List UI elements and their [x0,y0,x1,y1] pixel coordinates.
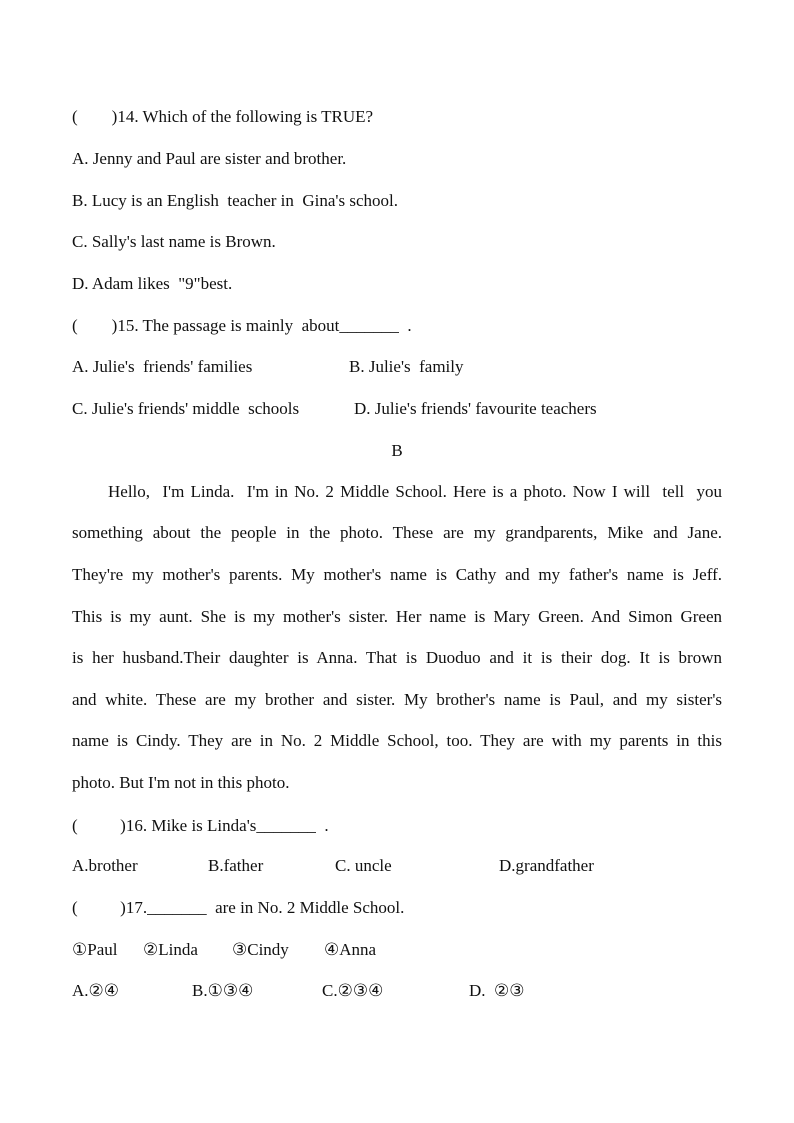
q14-option-d: D. Adam likes "9"best. [72,274,233,293]
q17-item-3: ③Cindy [232,940,289,959]
passage-line-1: Hello, I'm Linda. I'm in No. 2 Middle School. Here is a photo. Now I will tell you [108,482,722,501]
q16-stem: ( )16. Mike is Linda's_______ . [72,816,329,835]
passage-line-3: They're my mother's parents. My mother's name is Cathy and my father's name is Jeff. [72,565,722,584]
q14-option-c: C. Sally's last name is Brown. [72,232,276,251]
q17-item-4: ④Anna [324,940,377,959]
q15-stem: ( )15. The passage is mainly about_______ . [72,316,412,335]
q17-option-c: C.②③④ [322,981,384,1000]
q14-option-a: A. Jenny and Paul are sister and brother. [72,149,347,168]
q17-option-d: D. ②③ [469,981,525,1000]
q14-option-b: B. Lucy is an English teacher in Gina's school. [72,191,398,210]
q15-option-b: B. Julie's family [349,357,464,376]
passage-line-6: and white. These are my brother and sister. My brother's name is Paul, and my sister's [72,690,722,709]
passage-line-8: photo. But I'm not in this photo. [72,773,290,792]
passage-line-4: This is my aunt. She is my mother's sister. Her name is Mary Green. And Simon Green [72,607,722,626]
q16-option-c: C. uncle [335,856,392,875]
q17-option-a: A.②④ [72,981,120,1000]
q16-option-b: B.father [208,856,264,875]
q17-item-1: ①Paul [72,940,118,959]
q15-option-d: D. Julie's friends' favourite teachers [354,399,597,418]
passage-line-2: something about the people in the photo. These are my grandparents, Mike and Jane. [72,523,722,542]
q17-stem: ( )17._______ are in No. 2 Middle School. [72,898,405,917]
q17-option-b: B.①③④ [192,981,254,1000]
passage-line-7: name is Cindy. They are in No. 2 Middle School, too. They are with my parents in this [72,731,722,750]
q17-item-2: ②Linda [143,940,198,959]
q14-stem: ( )14. Which of the following is TRUE? [72,107,374,126]
q15-option-c: C. Julie's friends' middle schools [72,399,300,418]
passage-line-5: is her husband.Their daughter is Anna. That is Duoduo and it is their dog. It is brown [72,648,722,667]
q16-option-d: D.grandfather [499,856,594,875]
q16-option-a: A.brother [72,856,138,875]
section-b-heading: B [391,441,403,460]
q15-option-a: A. Julie's friends' families [72,357,253,376]
